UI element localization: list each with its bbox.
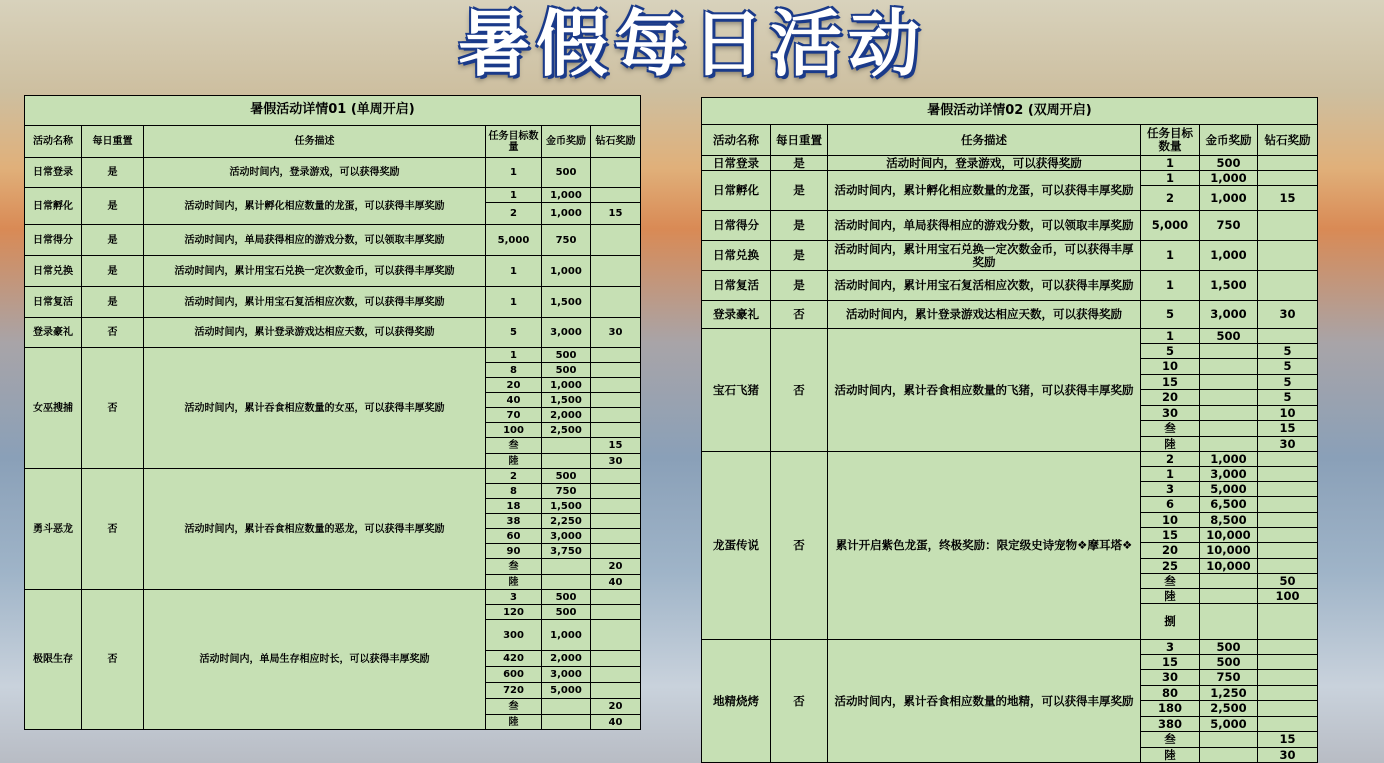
header-row: [702, 125, 1318, 156]
target-count: 叁: [1141, 574, 1200, 589]
gold-reward: 500: [1200, 329, 1258, 344]
diamond-reward: [591, 363, 641, 378]
gold-reward: 1,000: [542, 188, 591, 203]
activity-table-01: [24, 95, 641, 730]
diamond-reward: [1258, 528, 1318, 543]
target-count: 叁: [486, 438, 542, 454]
gold-reward: 500: [542, 348, 591, 363]
diamond-reward: [1258, 467, 1318, 482]
task-description: 活动时间内，累计用宝石兑换一定次数金币，可以获得丰厚奖励: [828, 241, 1141, 271]
gold-reward: 2,500: [542, 423, 591, 438]
daily-reset: 是: [82, 225, 144, 256]
activity-name: 登录豪礼: [702, 301, 771, 329]
gold-reward: 10,000: [1200, 559, 1258, 574]
diamond-reward: [591, 484, 641, 499]
task-description: 活动时间内，单局获得相应的游戏分数，可以领取丰厚奖励: [828, 211, 1141, 241]
diamond-reward: [591, 393, 641, 408]
diamond-reward: 5: [1258, 390, 1318, 406]
target-count: 陸: [486, 715, 542, 730]
gold-reward: 750: [1200, 211, 1258, 241]
table-caption: 暑假活动详情01 (单周开启): [25, 96, 641, 126]
diamond-reward: [1258, 640, 1318, 655]
diamond-reward: [591, 188, 641, 203]
header-target: 任务目标数量: [1141, 125, 1200, 156]
gold-reward: 3,000: [542, 318, 591, 348]
table-row: [702, 329, 1318, 344]
task-description: 活动时间内，累计用宝石复活相应次数，可以获得丰厚奖励: [828, 271, 1141, 301]
target-count: 600: [486, 667, 542, 683]
target-count: 30: [1141, 406, 1200, 421]
gold-reward: [1200, 421, 1258, 437]
gold-reward: 5,000: [542, 683, 591, 699]
diamond-reward: [591, 348, 641, 363]
activity-name: 地精烧烤: [702, 640, 771, 763]
gold-reward: 500: [542, 469, 591, 484]
diamond-reward: 5: [1258, 375, 1318, 390]
diamond-reward: [591, 605, 641, 620]
target-count: 40: [486, 393, 542, 408]
gold-reward: 500: [1200, 156, 1258, 171]
header-activity-name: 活动名称: [25, 126, 82, 158]
header-row: [25, 126, 641, 158]
diamond-reward: [591, 651, 641, 667]
task-description: 活动时间内，累计用宝石兑换一定次数金币，可以获得丰厚奖励: [144, 256, 486, 287]
activity-name: 日常复活: [25, 287, 82, 318]
target-count: 2: [1141, 452, 1200, 467]
diamond-reward: 15: [591, 438, 641, 454]
daily-reset: 是: [771, 156, 828, 171]
diamond-reward: [1258, 670, 1318, 686]
diamond-reward: [591, 499, 641, 514]
daily-reset: 是: [771, 211, 828, 241]
diamond-reward: [1258, 329, 1318, 344]
diamond-reward: [1258, 655, 1318, 670]
diamond-reward: [591, 287, 641, 318]
task-description: 活动时间内，单局生存相应时长，可以获得丰厚奖励: [144, 590, 486, 730]
target-count: 1: [486, 188, 542, 203]
diamond-reward: 15: [1258, 186, 1318, 211]
diamond-reward: [591, 225, 641, 256]
header-task-desc: 任务描述: [828, 125, 1141, 156]
gold-reward: 1,000: [1200, 186, 1258, 211]
gold-reward: 1,000: [1200, 171, 1258, 186]
gold-reward: 1,000: [542, 378, 591, 393]
gold-reward: 1,500: [542, 393, 591, 408]
header-gold: 金币奖励: [542, 126, 591, 158]
diamond-reward: [1258, 271, 1318, 301]
gold-reward: 1,000: [542, 256, 591, 287]
table-row: [702, 171, 1318, 186]
activity-name: 日常得分: [25, 225, 82, 256]
target-count: 叁: [486, 699, 542, 715]
gold-reward: [1200, 574, 1258, 589]
header-task-desc: 任务描述: [144, 126, 486, 158]
target-count: 180: [1141, 701, 1200, 717]
caption-row: [25, 96, 641, 126]
target-count: 90: [486, 544, 542, 559]
target-count: 3: [1141, 640, 1200, 655]
target-count: 1: [1141, 171, 1200, 186]
table-row: [25, 256, 641, 287]
target-count: 陸: [1141, 589, 1200, 604]
header-diamond: 钻石奖励: [591, 126, 641, 158]
target-count: 1: [1141, 329, 1200, 344]
target-count: 20: [1141, 390, 1200, 406]
diamond-reward: 30: [1258, 748, 1318, 763]
gold-reward: [1200, 406, 1258, 421]
diamond-reward: [591, 529, 641, 544]
gold-reward: 10,000: [1200, 528, 1258, 543]
caption-row: [702, 98, 1318, 125]
target-count: 叁: [486, 559, 542, 575]
target-count: 5,000: [1141, 211, 1200, 241]
target-count: 陸: [1141, 437, 1200, 452]
task-description: 活动时间内，单局获得相应的游戏分数，可以领取丰厚奖励: [144, 225, 486, 256]
daily-reset: 是: [82, 158, 144, 188]
diamond-reward: 30: [591, 318, 641, 348]
target-count: 10: [1141, 359, 1200, 375]
diamond-reward: 10: [1258, 406, 1318, 421]
target-count: 60: [486, 529, 542, 544]
gold-reward: [542, 699, 591, 715]
gold-reward: 500: [542, 158, 591, 188]
gold-reward: [1200, 375, 1258, 390]
diamond-reward: 20: [591, 559, 641, 575]
diamond-reward: [591, 683, 641, 699]
header-daily-reset: 每日重置: [82, 126, 144, 158]
target-count: 2: [486, 203, 542, 225]
target-count: 8: [486, 363, 542, 378]
target-count: 20: [1141, 543, 1200, 559]
target-count: 1: [1141, 241, 1200, 271]
gold-reward: 1,000: [1200, 241, 1258, 271]
daily-reset: 是: [82, 256, 144, 287]
activity-name: 日常得分: [702, 211, 771, 241]
target-count: 2: [1141, 186, 1200, 211]
activity-name: 日常兑换: [25, 256, 82, 287]
gold-reward: [1200, 589, 1258, 604]
diamond-reward: [591, 256, 641, 287]
task-description: 活动时间内，累计吞食相应数量的女巫，可以获得丰厚奖励: [144, 348, 486, 469]
daily-reset: 否: [82, 348, 144, 469]
diamond-reward: 30: [591, 454, 641, 469]
target-count: 1: [1141, 271, 1200, 301]
diamond-reward: [591, 620, 641, 651]
gold-reward: 2,500: [1200, 701, 1258, 717]
gold-reward: 500: [542, 605, 591, 620]
gold-reward: [542, 559, 591, 575]
target-count: 1: [486, 348, 542, 363]
diamond-reward: [591, 158, 641, 188]
diamond-reward: [1258, 171, 1318, 186]
diamond-reward: 50: [1258, 574, 1318, 589]
daily-reset: 是: [771, 171, 828, 211]
gold-reward: 6,500: [1200, 497, 1258, 513]
page-title: 暑假每日活动: [457, 2, 926, 86]
diamond-reward: 30: [1258, 437, 1318, 452]
target-count: 5: [1141, 301, 1200, 329]
diamond-reward: 40: [591, 715, 641, 730]
daily-reset: 否: [771, 301, 828, 329]
activity-name: 女巫搜捕: [25, 348, 82, 469]
gold-reward: 5,000: [1200, 717, 1258, 732]
diamond-reward: 15: [1258, 421, 1318, 437]
target-count: 15: [1141, 375, 1200, 390]
table-row: [25, 158, 641, 188]
diamond-reward: [591, 378, 641, 393]
target-count: 80: [1141, 686, 1200, 701]
table-row: [702, 452, 1318, 467]
gold-reward: 750: [542, 225, 591, 256]
activity-name: 日常登录: [702, 156, 771, 171]
diamond-reward: [1258, 543, 1318, 559]
table-row: [702, 301, 1318, 329]
gold-reward: 500: [542, 590, 591, 605]
diamond-reward: [1258, 701, 1318, 717]
diamond-reward: 20: [591, 699, 641, 715]
diamond-reward: 15: [591, 203, 641, 225]
target-count: 5: [486, 318, 542, 348]
target-count: 420: [486, 651, 542, 667]
diamond-reward: [591, 408, 641, 423]
target-count: 2: [486, 469, 542, 484]
diamond-reward: [591, 423, 641, 438]
target-count: 捌: [1141, 604, 1200, 640]
target-count: 1: [1141, 156, 1200, 171]
gold-reward: 3,000: [542, 529, 591, 544]
task-description: 活动时间内，登录游戏，可以获得奖励: [828, 156, 1141, 171]
gold-reward: 2,000: [542, 408, 591, 423]
table-row: [25, 348, 641, 363]
target-count: 5,000: [486, 225, 542, 256]
table-row: [25, 590, 641, 605]
table-caption: 暑假活动详情02 (双周开启): [702, 98, 1318, 125]
target-count: 100: [486, 423, 542, 438]
diamond-reward: 15: [1258, 732, 1318, 748]
diamond-reward: [591, 590, 641, 605]
gold-reward: 1,000: [542, 620, 591, 651]
diamond-reward: [1258, 717, 1318, 732]
daily-reset: 是: [771, 271, 828, 301]
gold-reward: 500: [1200, 640, 1258, 655]
target-count: 3: [486, 590, 542, 605]
daily-reset: 否: [82, 590, 144, 730]
daily-reset: 是: [82, 287, 144, 318]
gold-reward: [542, 454, 591, 469]
gold-reward: 1,000: [542, 203, 591, 225]
gold-reward: 750: [1200, 670, 1258, 686]
activity-name: 勇斗恶龙: [25, 469, 82, 590]
target-count: 380: [1141, 717, 1200, 732]
activity-name: 登录豪礼: [25, 318, 82, 348]
activity-name: 日常兑换: [702, 241, 771, 271]
target-count: 300: [486, 620, 542, 651]
gold-reward: [1200, 748, 1258, 763]
gold-reward: 500: [542, 363, 591, 378]
daily-reset: 是: [771, 241, 828, 271]
table-row: [25, 469, 641, 484]
table-row: [702, 156, 1318, 171]
target-count: 5: [1141, 344, 1200, 359]
gold-reward: 2,250: [542, 514, 591, 529]
activity-name: 日常孵化: [25, 188, 82, 225]
target-count: 18: [486, 499, 542, 514]
diamond-reward: [591, 544, 641, 559]
activity-name: 日常孵化: [702, 171, 771, 211]
table-row: [25, 318, 641, 348]
table-row: [25, 188, 641, 203]
target-count: 叁: [1141, 421, 1200, 437]
header-daily-reset: 每日重置: [771, 125, 828, 156]
target-count: 20: [486, 378, 542, 393]
daily-reset: 否: [771, 452, 828, 640]
target-count: 6: [1141, 497, 1200, 513]
gold-reward: 1,500: [542, 499, 591, 514]
gold-reward: 1,000: [1200, 452, 1258, 467]
task-description: 活动时间内，登录游戏，可以获得奖励: [144, 158, 486, 188]
diamond-reward: [1258, 211, 1318, 241]
gold-reward: [1200, 344, 1258, 359]
gold-reward: 3,000: [542, 667, 591, 683]
diamond-reward: [1258, 513, 1318, 528]
diamond-reward: [1258, 604, 1318, 640]
target-count: 陸: [486, 454, 542, 469]
table-row: [702, 241, 1318, 271]
diamond-reward: 5: [1258, 359, 1318, 375]
target-count: 15: [1141, 655, 1200, 670]
task-description: 活动时间内，累计登录游戏达相应天数，可以获得奖励: [828, 301, 1141, 329]
gold-reward: [542, 715, 591, 730]
header-diamond: 钻石奖励: [1258, 125, 1318, 156]
gold-reward: [1200, 390, 1258, 406]
gold-reward: [542, 575, 591, 590]
target-count: 1: [486, 158, 542, 188]
target-count: 25: [1141, 559, 1200, 574]
gold-reward: 10,000: [1200, 543, 1258, 559]
gold-reward: 2,000: [542, 651, 591, 667]
target-count: 720: [486, 683, 542, 699]
gold-reward: 1,500: [1200, 271, 1258, 301]
gold-reward: 1,500: [542, 287, 591, 318]
target-count: 3: [1141, 482, 1200, 497]
diamond-reward: 40: [591, 575, 641, 590]
gold-reward: [542, 438, 591, 454]
target-count: 1: [486, 256, 542, 287]
diamond-reward: [1258, 452, 1318, 467]
gold-reward: 5,000: [1200, 482, 1258, 497]
gold-reward: [1200, 359, 1258, 375]
gold-reward: [1200, 437, 1258, 452]
gold-reward: 1,250: [1200, 686, 1258, 701]
activity-name: 龙蛋传说: [702, 452, 771, 640]
table-row: [702, 271, 1318, 301]
diamond-reward: [591, 667, 641, 683]
daily-reset: 否: [771, 640, 828, 763]
daily-reset: 否: [82, 469, 144, 590]
activity-name: 日常登录: [25, 158, 82, 188]
diamond-reward: [591, 514, 641, 529]
target-count: 陸: [1141, 748, 1200, 763]
diamond-reward: [1258, 241, 1318, 271]
target-count: 120: [486, 605, 542, 620]
task-description: 活动时间内，累计用宝石复活相应次数，可以获得丰厚奖励: [144, 287, 486, 318]
gold-reward: 750: [542, 484, 591, 499]
diamond-reward: [1258, 156, 1318, 171]
diamond-reward: 5: [1258, 344, 1318, 359]
activity-name: 日常复活: [702, 271, 771, 301]
gold-reward: [1200, 732, 1258, 748]
daily-reset: 是: [82, 188, 144, 225]
diamond-reward: [1258, 559, 1318, 574]
task-description: 活动时间内，累计孵化相应数量的龙蛋，可以获得丰厚奖励: [144, 188, 486, 225]
target-count: 30: [1141, 670, 1200, 686]
activity-name: 极限生存: [25, 590, 82, 730]
gold-reward: [1200, 604, 1258, 640]
target-count: 陸: [486, 575, 542, 590]
daily-reset: 否: [82, 318, 144, 348]
header-activity-name: 活动名称: [702, 125, 771, 156]
target-count: 1: [1141, 467, 1200, 482]
header-target: 任务目标数量: [486, 126, 542, 158]
task-description: 活动时间内，累计孵化相应数量的龙蛋，可以获得丰厚奖励: [828, 171, 1141, 211]
task-description: 累计开启紫色龙蛋，终极奖励：限定级史诗宠物❖摩耳塔❖: [828, 452, 1141, 640]
header-gold: 金币奖励: [1200, 125, 1258, 156]
diamond-reward: 30: [1258, 301, 1318, 329]
diamond-reward: [1258, 686, 1318, 701]
diamond-reward: 100: [1258, 589, 1318, 604]
table-row: [25, 287, 641, 318]
target-count: 8: [486, 484, 542, 499]
task-description: 活动时间内，累计吞食相应数量的恶龙，可以获得丰厚奖励: [144, 469, 486, 590]
task-description: 活动时间内，累计吞食相应数量的飞猪，可以获得丰厚奖励: [828, 329, 1141, 452]
activity-table-02: [701, 97, 1318, 763]
table-row: [25, 225, 641, 256]
gold-reward: 3,000: [1200, 467, 1258, 482]
target-count: 1: [486, 287, 542, 318]
target-count: 10: [1141, 513, 1200, 528]
gold-reward: 500: [1200, 655, 1258, 670]
gold-reward: 8,500: [1200, 513, 1258, 528]
diamond-reward: [591, 469, 641, 484]
diamond-reward: [1258, 497, 1318, 513]
activity-name: 宝石飞猪: [702, 329, 771, 452]
gold-reward: 3,750: [542, 544, 591, 559]
target-count: 70: [486, 408, 542, 423]
daily-reset: 否: [771, 329, 828, 452]
table-row: [702, 211, 1318, 241]
gold-reward: 3,000: [1200, 301, 1258, 329]
diamond-reward: [1258, 482, 1318, 497]
table-row: [702, 640, 1318, 655]
target-count: 38: [486, 514, 542, 529]
task-description: 活动时间内，累计登录游戏达相应天数，可以获得奖励: [144, 318, 486, 348]
task-description: 活动时间内，累计吞食相应数量的地精，可以获得丰厚奖励: [828, 640, 1141, 763]
target-count: 15: [1141, 528, 1200, 543]
target-count: 叁: [1141, 732, 1200, 748]
